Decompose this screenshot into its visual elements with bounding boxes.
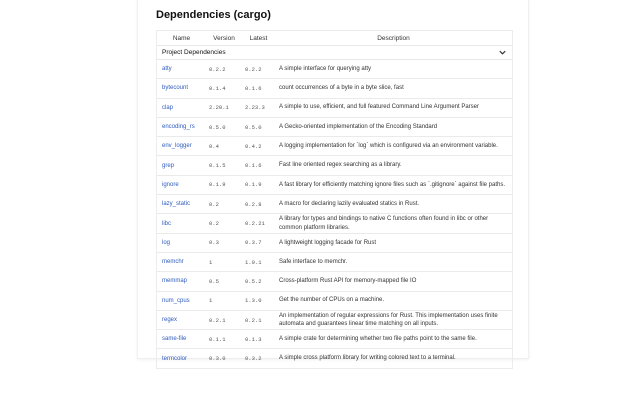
table-row	[157, 330, 512, 349]
dependency-name-link[interactable]: lazy_static	[162, 201, 191, 208]
dependency-latest: 0.2.21	[245, 220, 265, 228]
table-row	[157, 292, 512, 311]
dependency-latest: 0.3.7	[245, 239, 262, 247]
group-label: Project Dependencies	[162, 49, 226, 56]
dependency-description: A fast library for efficiently matching ignore files such as `.gitignore` against file paths.	[279, 181, 505, 188]
dependency-description: Get the number of CPUs on a machine.	[279, 297, 385, 304]
header-description: Description	[377, 34, 410, 42]
header-name: Name	[172, 34, 191, 42]
dependency-version: 0.2.2	[209, 65, 226, 73]
dependency-description: An implementation of regular expressions for Rust. This implementation uses finite automata and guarantees linear time matching on all inputs.	[279, 312, 498, 327]
table-row	[157, 311, 512, 330]
dependency-version: 0.2.1	[209, 316, 226, 324]
dependency-description: A macro for declaring lazily evaluated statics in Rust.	[279, 200, 420, 207]
dependency-name-link[interactable]: env_logger	[162, 143, 192, 150]
dependency-latest: 0.5.2	[245, 277, 262, 285]
table-row	[157, 234, 512, 253]
dependency-version: 0.3	[209, 239, 219, 247]
dependency-description: A simple to use, efficient, and full featured Command Line Argument Parser	[279, 104, 479, 111]
dependency-description: Safe interface to memchr.	[279, 258, 348, 265]
dependency-latest: 0.1.9	[245, 181, 262, 189]
dependency-latest: 0.5.0	[245, 123, 262, 131]
table-row	[157, 79, 512, 98]
dependency-name-link[interactable]: atty	[162, 66, 172, 73]
table-row	[157, 253, 512, 272]
dependency-version: 0.4	[209, 142, 219, 150]
dependency-name-link[interactable]: memchr	[162, 259, 184, 266]
table-row	[157, 195, 512, 214]
dependency-version: 0.1.1	[209, 335, 226, 343]
dependencies-table	[156, 30, 513, 369]
dependency-version: 0.3.0	[209, 355, 226, 363]
dependency-latest: 0.2.1	[245, 316, 262, 324]
table-row	[157, 176, 512, 195]
dependency-description: A Gecko-oriented implementation of the Encoding Standard	[279, 123, 438, 130]
dependency-latest: 0.2.8	[245, 200, 262, 208]
dependency-description: Fast line oriented regex searching as a library.	[279, 162, 402, 169]
project-dependencies-group[interactable]	[157, 46, 512, 60]
dependency-latest: 1.3.0	[245, 297, 262, 305]
header-version: Version	[213, 34, 235, 42]
dependency-description: A simple interface for querying atty	[279, 65, 372, 72]
table-row	[157, 272, 512, 291]
dependency-name-link[interactable]: bytecount	[162, 85, 189, 92]
section-title: Dependencies (cargo)	[156, 9, 271, 21]
dependency-description: A library for types and bindings to native C functions often found in libc or other common platform libraries.	[279, 216, 489, 231]
dependency-latest: 0.1.3	[245, 335, 262, 343]
dependency-version: 0.1.4	[209, 84, 226, 92]
table-header	[157, 31, 512, 46]
dependency-latest: 0.1.6	[245, 162, 262, 170]
table-row	[157, 214, 512, 233]
dependencies-card	[137, 0, 529, 363]
dependency-description: A logging implementation for `log` which is configured via an environment variable.	[279, 143, 498, 150]
header-latest: Latest	[249, 34, 268, 42]
dependency-name-link[interactable]: num_cpus	[162, 297, 190, 304]
dependency-version: 2.20.1	[209, 104, 229, 112]
dependency-latest: 0.3.2	[245, 355, 262, 363]
dependency-name-link[interactable]: encoding_rs	[162, 124, 195, 131]
dependency-name-link[interactable]: log	[162, 239, 171, 246]
dependency-name-link[interactable]: ignore	[162, 181, 179, 188]
dependency-description: count occurrences of a byte in a byte slice, fast	[279, 85, 404, 92]
table-row	[157, 118, 512, 137]
table-body	[157, 60, 512, 369]
dependency-description: A simple cross platform library for writing colored text to a terminal.	[279, 355, 456, 362]
table-row	[157, 349, 512, 368]
dependency-name-link[interactable]: same-file	[162, 336, 187, 343]
dependency-version: 0.1.5	[209, 162, 226, 170]
dependency-latest: 0.4.2	[245, 142, 262, 150]
dependency-description: A lightweight logging facade for Rust	[279, 239, 377, 246]
dependency-version: 1	[209, 297, 213, 305]
dependency-latest: 0.1.6	[245, 84, 262, 92]
dependency-version: 1	[209, 258, 213, 266]
dependency-version: 0.5.0	[209, 123, 226, 131]
dependency-latest: 0.2.2	[245, 65, 262, 73]
table-row	[157, 60, 512, 79]
dependency-name-link[interactable]: libc	[162, 220, 172, 227]
dependency-version: 0.1.9	[209, 181, 226, 189]
table-row	[157, 99, 512, 118]
dependency-name-link[interactable]: memmap	[162, 278, 188, 285]
dependency-name-link[interactable]: termcolor	[162, 355, 188, 362]
chevron-down-icon[interactable]	[498, 48, 507, 57]
dependency-description: Cross-platform Rust API for memory-mapped file IO	[279, 278, 417, 285]
dependency-latest: 1.0.1	[245, 258, 262, 266]
dependency-name-link[interactable]: clap	[162, 104, 174, 111]
table-row	[157, 156, 512, 175]
table-row	[157, 137, 512, 156]
dependency-name-link[interactable]: regex	[162, 317, 178, 323]
dependency-version: 0.2	[209, 220, 219, 228]
dependency-name-link[interactable]: grep	[162, 162, 175, 169]
dependency-latest: 2.23.3	[245, 104, 265, 112]
dependency-version: 0.5	[209, 277, 219, 285]
dependency-version: 0.2	[209, 200, 219, 208]
dependency-description: A simple crate for determining whether two file paths point to the same file.	[279, 336, 477, 343]
